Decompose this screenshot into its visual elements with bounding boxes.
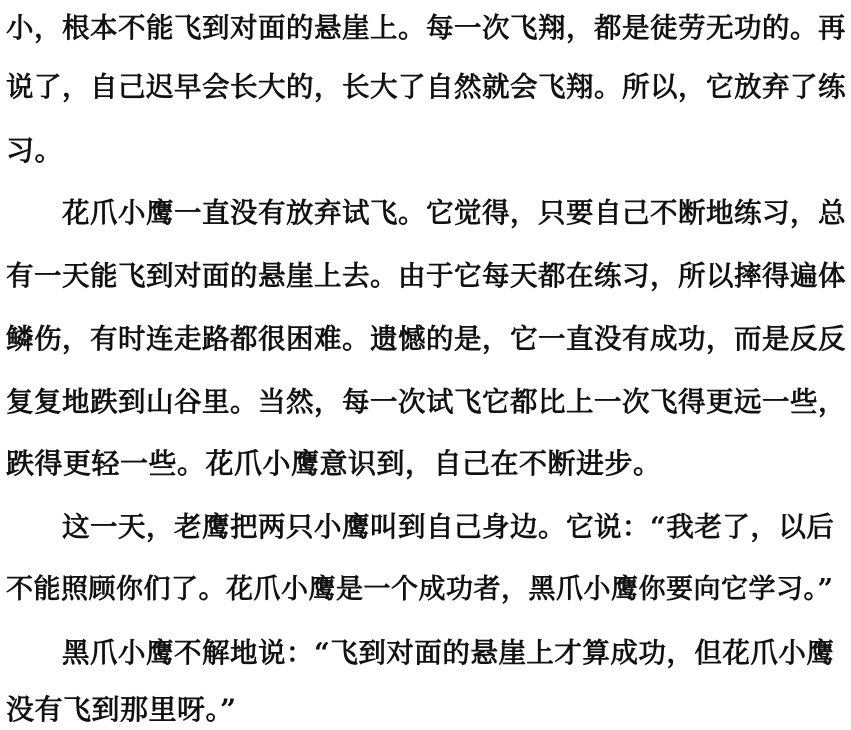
text-line: 不能照顾你们了。花爪小鹰是一个成功者，黑爪小鹰你要向它学习。” [6,574,834,605]
text-line: 习。 [6,134,64,167]
paragraph-start-line: 这一天，老鹰把两只小鹰叫到自己身边。它说：“我老了，以后 [62,511,835,543]
text-line: 跌得更轻一些。花爪小鹰意识到，自己在不断进步。 [6,447,662,480]
text-line: 鳞伤，有时连走路都很困难。遗憾的是，它一直没有成功，而是反反 [6,323,846,355]
paragraph-start-line: 花爪小鹰一直没有放弃试飞。它觉得，只要自己不断地练习，总 [62,197,846,229]
text-line: 有一天能飞到对面的悬崖上去。由于它每天都在练习，所以摔得遍体 [6,260,846,292]
text-line: 说了，自己迟早会长大的，长大了自然就会飞翔。所以，它放弃了练 [6,71,846,103]
text-line: 复复地跌到山谷里。当然，每一次试飞它都比上一次飞得更远一些， [6,386,846,418]
paragraph-start-line: 黑爪小鹰不解地说：“飞到对面的悬崖上才算成功，但花爪小鹰 [62,637,835,669]
text-line: 没有飞到那里呀。” [6,693,237,726]
text-line: 小，根本不能飞到对面的悬崖上。每一次飞翔，都是徒劳无功的。再 [6,12,846,44]
